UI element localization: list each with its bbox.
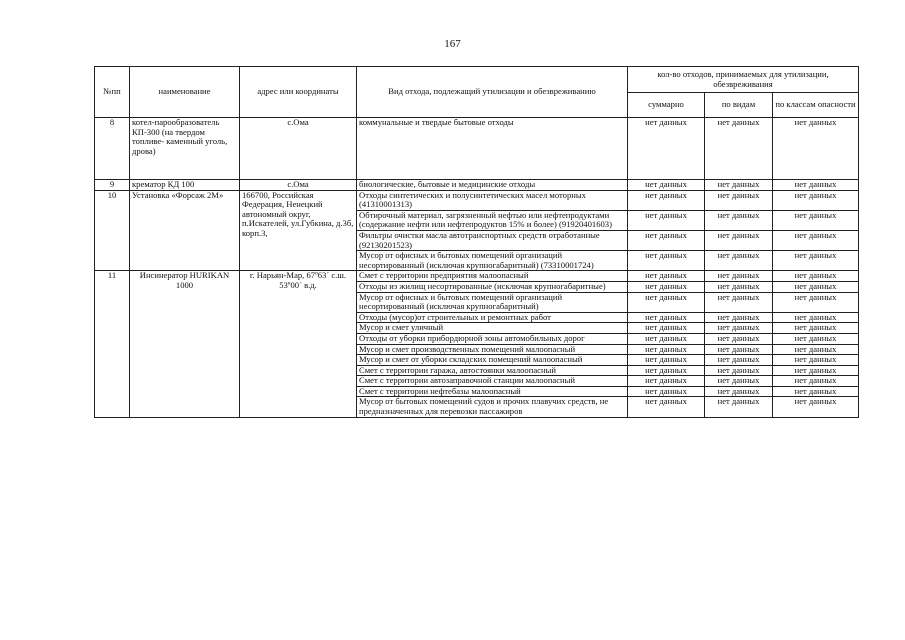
waste-type: Отходы (мусор)от строительных и ремонтных работ	[357, 312, 628, 323]
amount-total: нет данных	[628, 397, 705, 417]
header-by-class: по классам опасности	[773, 93, 859, 118]
waste-type: Смет с территории гаража, автостоянки малоопасный	[357, 365, 628, 376]
header-by-type: по видам	[705, 93, 773, 118]
header-total: суммарно	[628, 93, 705, 118]
waste-type: Отходы от уборки прибордюрной зоны автомобильных дорог	[357, 333, 628, 344]
waste-type: Отходы из жилищ несортированные (исключая крупногабаритные)	[357, 281, 628, 292]
amount-by-class: нет данных	[773, 292, 859, 312]
amount-by-class: нет данных	[773, 397, 859, 417]
waste-type: Обтирочный материал, загрязненный нефтью или нефтепродуктами (содержание нефти или нефтепродуктов 15% и более) (91920401603)	[357, 210, 628, 230]
waste-type: Мусор от офисных и бытовых помещений организаций несортированный (исключая крупногабаритный)	[357, 292, 628, 312]
waste-type: Фильтры очистки масла автотранспортных средств отработанные (92130201523)	[357, 230, 628, 250]
facility-address: с.Ома	[240, 180, 357, 191]
amount-by-class: нет данных	[773, 365, 859, 376]
amount-by-class: нет данных	[773, 210, 859, 230]
amount-by-type: нет данных	[705, 386, 773, 397]
amount-by-class: нет данных	[773, 190, 859, 210]
waste-type: Мусор и смет от уборки складских помещений малоопасный	[357, 355, 628, 366]
amount-by-type: нет данных	[705, 180, 773, 191]
facility-address: 166700, Российская Федерация, Ненецкий автономный округ, п.Искателей, ул.Губкина, д.3б, корп.3,	[240, 190, 357, 271]
amount-by-type: нет данных	[705, 271, 773, 282]
row-num: 9	[95, 180, 130, 191]
amount-total: нет данных	[628, 355, 705, 366]
amount-by-type: нет данных	[705, 292, 773, 312]
amount-by-type: нет данных	[705, 376, 773, 387]
facility-name: котел-парообразователь КП-300 (на твердом топливе- каменный уголь, дрова)	[130, 118, 240, 180]
amount-by-class: нет данных	[773, 344, 859, 355]
waste-type: Смет с территории автозаправочной станции малоопасный	[357, 376, 628, 387]
table-row	[95, 190, 859, 210]
header-waste-type: Вид отхода, подлежащий утилизации и обезвреживанию	[357, 67, 628, 118]
waste-facilities-table	[94, 66, 859, 418]
amount-total: нет данных	[628, 376, 705, 387]
amount-by-type: нет данных	[705, 333, 773, 344]
waste-type: Мусор от бытовых помещений судов и прочих плавучих средств, не предназначенных для перевозки пассажиров	[357, 397, 628, 417]
amount-by-class: нет данных	[773, 180, 859, 191]
amount-by-class: нет данных	[773, 323, 859, 334]
amount-total: нет данных	[628, 386, 705, 397]
amount-total: нет данных	[628, 251, 705, 271]
amount-by-type: нет данных	[705, 210, 773, 230]
amount-by-type: нет данных	[705, 190, 773, 210]
amount-by-class: нет данных	[773, 271, 859, 282]
amount-by-type: нет данных	[705, 281, 773, 292]
row-num: 10	[95, 190, 130, 271]
amount-by-class: нет данных	[773, 251, 859, 271]
amount-by-type: нет данных	[705, 312, 773, 323]
amount-total: нет данных	[628, 271, 705, 282]
page-number: 167	[444, 38, 461, 50]
facility-address: с.Ома	[240, 118, 357, 180]
amount-total: нет данных	[628, 344, 705, 355]
waste-type: Смет с территории нефтебазы малоопасный	[357, 386, 628, 397]
amount-total: нет данных	[628, 210, 705, 230]
amount-by-class: нет данных	[773, 230, 859, 250]
facility-name: Установка «Форсаж 2М»	[130, 190, 240, 271]
header-name: наименование	[130, 67, 240, 118]
table-row	[95, 118, 859, 180]
waste-type: Мусор и смет уличный	[357, 323, 628, 334]
header-address: адрес или координаты	[240, 67, 357, 118]
amount-total: нет данных	[628, 180, 705, 191]
waste-type: Отходы синтетических и полусинтетических масел моторных (41310001313)	[357, 190, 628, 210]
amount-by-type: нет данных	[705, 118, 773, 180]
amount-by-class: нет данных	[773, 312, 859, 323]
facility-name: Инсинератор HURIKAN 1000	[130, 271, 240, 417]
amount-by-type: нет данных	[705, 251, 773, 271]
row-num: 8	[95, 118, 130, 180]
amount-by-type: нет данных	[705, 323, 773, 334]
table-row	[95, 271, 859, 282]
amount-total: нет данных	[628, 190, 705, 210]
waste-type: коммунальные и твердые бытовые отходы	[357, 118, 628, 180]
amount-total: нет данных	[628, 230, 705, 250]
amount-total: нет данных	[628, 281, 705, 292]
waste-type: Мусор от офисных и бытовых помещений организаций несортированный (исключая крупногабаритный) (73310001724)	[357, 251, 628, 271]
amount-by-class: нет данных	[773, 355, 859, 366]
amount-total: нет данных	[628, 118, 705, 180]
waste-type: Мусор и смет производственных помещений малоопасный	[357, 344, 628, 355]
amount-total: нет данных	[628, 333, 705, 344]
waste-type: биологические, бытовые и медицинские отходы	[357, 180, 628, 191]
table-row	[95, 180, 859, 191]
amount-by-class: нет данных	[773, 376, 859, 387]
row-num: 11	[95, 271, 130, 417]
header-amount-group: кол-во отходов, принимаемых для утилизации, обезвреживания	[628, 67, 859, 93]
header-num: №пп	[95, 67, 130, 118]
amount-total: нет данных	[628, 312, 705, 323]
amount-by-type: нет данных	[705, 355, 773, 366]
facility-address: г. Нарьян-Мар, 67º63´ с.ш. 53º00´ в.д.	[240, 271, 357, 417]
amount-by-type: нет данных	[705, 344, 773, 355]
amount-by-type: нет данных	[705, 397, 773, 417]
amount-by-type: нет данных	[705, 230, 773, 250]
amount-total: нет данных	[628, 323, 705, 334]
amount-by-class: нет данных	[773, 386, 859, 397]
amount-by-type: нет данных	[705, 365, 773, 376]
amount-by-class: нет данных	[773, 118, 859, 180]
amount-total: нет данных	[628, 365, 705, 376]
amount-total: нет данных	[628, 292, 705, 312]
facility-name: крематор КД 100	[130, 180, 240, 191]
amount-by-class: нет данных	[773, 281, 859, 292]
amount-by-class: нет данных	[773, 333, 859, 344]
waste-type: Смет с территории предприятия малоопасный	[357, 271, 628, 282]
